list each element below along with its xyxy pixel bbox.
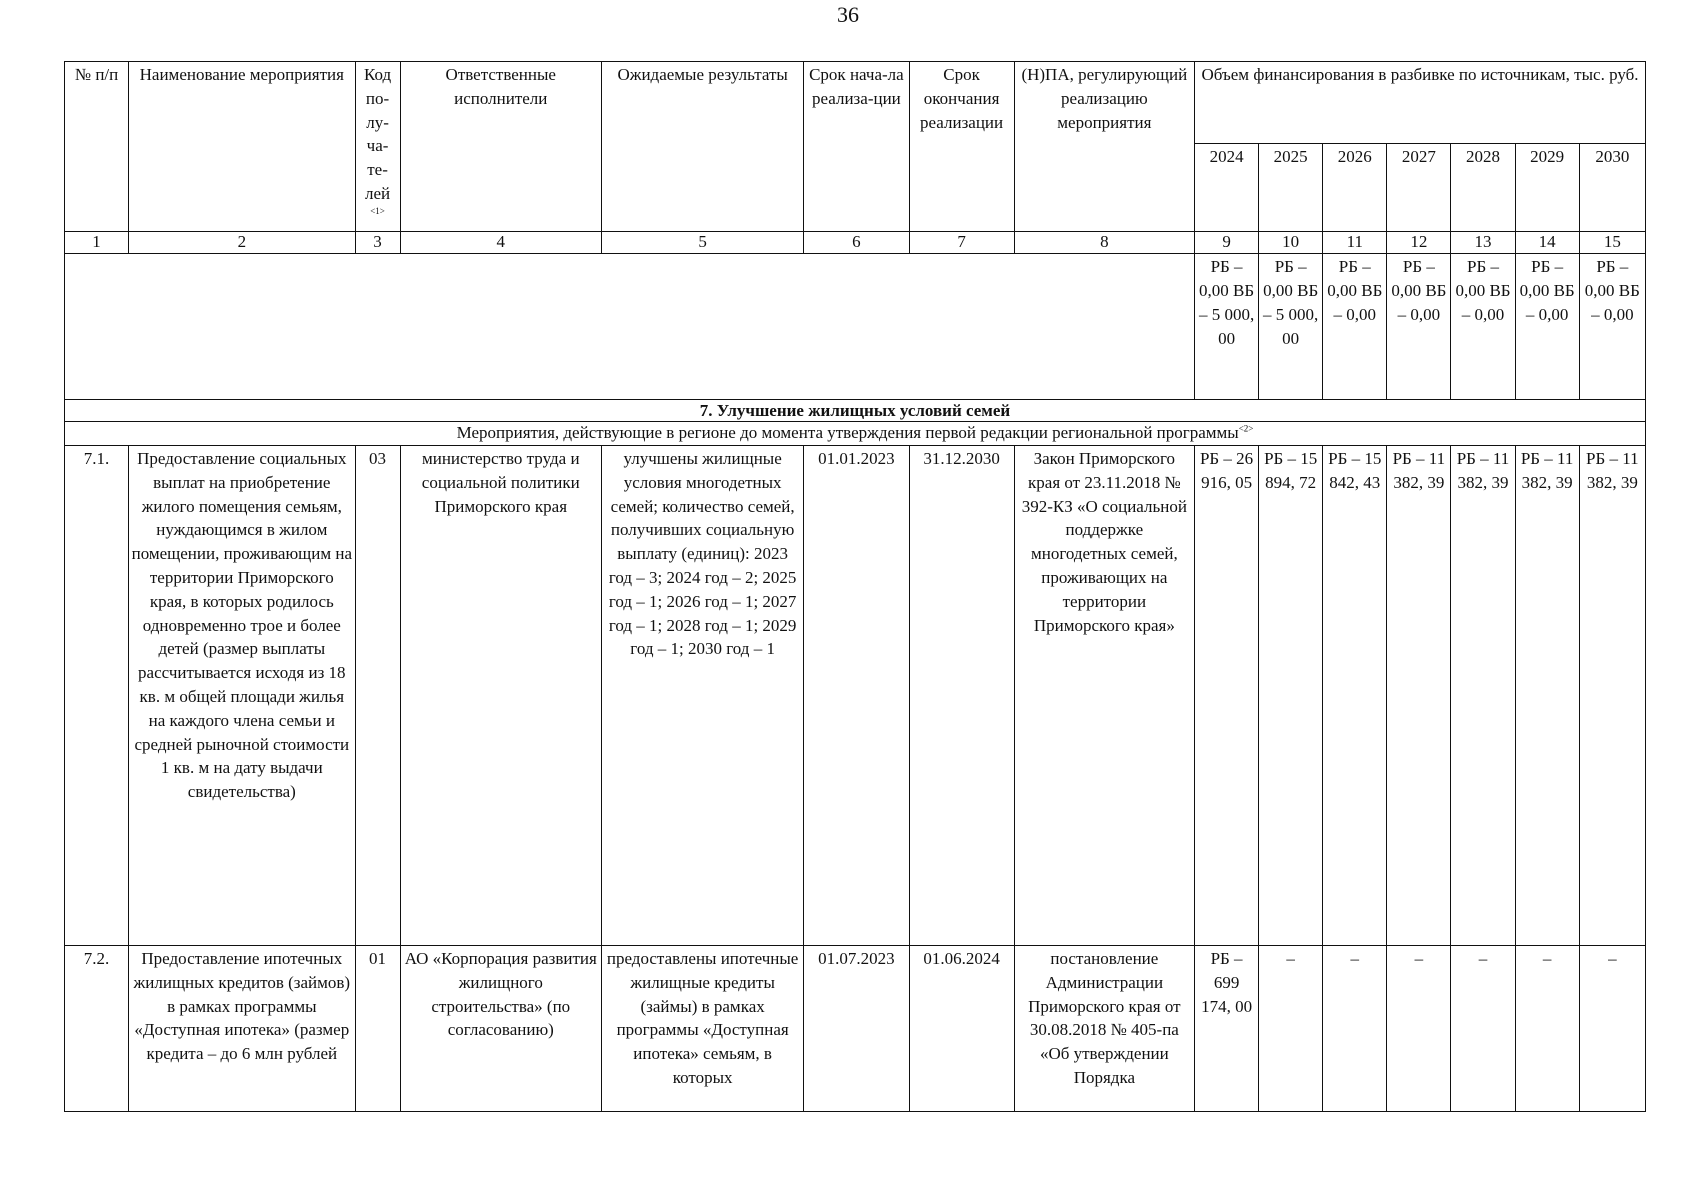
row-num: 7.1.	[65, 446, 129, 946]
funding-cell: РБ – 0,00 ВБ – 0,00	[1579, 254, 1645, 400]
row-responsible: АО «Корпорация развития жилищного строительства» (по согласованию)	[400, 946, 601, 1112]
row-results: улучшены жилищные условия многодетных семей; количество семей, получивших социальную выплату (единиц): 2023 год – 3; 2024 год – 2; 2025 год – 1; 2026 год – 1; 2027 год – 1; 2028 год – 1; 2029 год – 1; 2030 год – 1	[601, 446, 803, 946]
year-cell: 2024	[1195, 144, 1259, 232]
column-number: 9	[1195, 232, 1259, 254]
column-number: 6	[804, 232, 909, 254]
header-num: № п/п	[65, 62, 129, 232]
carryover-blank	[65, 254, 1195, 400]
funding-cell: РБ – 26 916, 05	[1195, 446, 1259, 946]
subsection-title: Мероприятия, действующие в регионе до момента утверждения первой редакции региональной программы	[456, 423, 1239, 442]
row-npa: постановление Администрации Приморского края от 30.08.2018 № 405-па «Об утверждении Порядка	[1014, 946, 1194, 1112]
column-number: 11	[1323, 232, 1387, 254]
header-responsible: Ответственные исполнители	[400, 62, 601, 232]
row-end: 01.06.2024	[909, 946, 1014, 1112]
header-code-note: <1>	[370, 205, 385, 216]
row-npa: Закон Приморского края от 23.11.2018 № 392-КЗ «О социальной поддержке многодетных семей, проживающих на территории Приморского края»	[1014, 446, 1194, 946]
year-cell: 2028	[1451, 144, 1515, 232]
funding-cell: РБ – 699 174, 00	[1195, 946, 1259, 1112]
column-numbers-row	[65, 232, 1646, 254]
program-table	[64, 61, 1646, 1112]
funding-cell: РБ – 15 894, 72	[1259, 446, 1323, 946]
page-number: 36	[837, 2, 859, 27]
column-number: 3	[355, 232, 400, 254]
funding-cell: РБ – 11 382, 39	[1515, 446, 1579, 946]
funding-cell: РБ – 11 382, 39	[1387, 446, 1451, 946]
funding-cell: РБ – 15 842, 43	[1323, 446, 1387, 946]
funding-cell: РБ – 0,00 ВБ – 0,00	[1387, 254, 1451, 400]
section-row	[65, 400, 1646, 422]
header-funding: Объем финансирования в разбивке по источникам, тыс. руб.	[1195, 62, 1646, 144]
year-cell: 2030	[1579, 144, 1645, 232]
row-code: 03	[355, 446, 400, 946]
header-name: Наименование мероприятия	[129, 62, 355, 232]
funding-cell: РБ – 0,00 ВБ – 5 000, 00	[1195, 254, 1259, 400]
funding-cell: РБ – 0,00 ВБ – 0,00	[1323, 254, 1387, 400]
funding-cell: –	[1515, 946, 1579, 1112]
column-number: 1	[65, 232, 129, 254]
header-row	[65, 62, 1646, 144]
header-results: Ожидаемые результаты	[601, 62, 803, 232]
funding-cell: РБ – 0,00 ВБ – 0,00	[1451, 254, 1515, 400]
column-number: 2	[129, 232, 355, 254]
row-responsible: министерство труда и социальной политики Приморского края	[400, 446, 601, 946]
column-number: 13	[1451, 232, 1515, 254]
row-end: 31.12.2030	[909, 446, 1014, 946]
subsection-row	[65, 422, 1646, 446]
section-title: 7. Улучшение жилищных условий семей	[65, 400, 1646, 422]
row-name: Предоставление социальных выплат на приобретение жилого помещения семьям, нуждающимся в жилом помещении, проживающим на территории Приморского края, в которых родилось одновременно трое и более детей (размер выплаты рассчитывается исходя из 18 кв. м общей площади жилья на каждого члена семьи и средней рыночной стоимости 1 кв. м на дату выдачи свидетельства)	[129, 446, 355, 946]
year-cell: 2029	[1515, 144, 1579, 232]
funding-cell: РБ – 0,00 ВБ – 5 000, 00	[1259, 254, 1323, 400]
funding-cell: –	[1387, 946, 1451, 1112]
funding-cell: –	[1323, 946, 1387, 1112]
header-end: Срок окончания реализации	[909, 62, 1014, 232]
funding-cell: –	[1579, 946, 1645, 1112]
row-start: 01.07.2023	[804, 946, 909, 1112]
funding-cell: РБ – 11 382, 39	[1579, 446, 1645, 946]
column-number: 14	[1515, 232, 1579, 254]
column-number: 8	[1014, 232, 1194, 254]
row-num: 7.2.	[65, 946, 129, 1112]
year-cell: 2026	[1323, 144, 1387, 232]
row-name: Предоставление ипотечных жилищных кредитов (займов) в рамках программы «Доступная ипотека» (размер кредита – до 6 млн рублей	[129, 946, 355, 1112]
year-cell: 2025	[1259, 144, 1323, 232]
header-npa: (Н)ПА, регулирующий реализацию мероприятия	[1014, 62, 1194, 232]
funding-cell: РБ – 11 382, 39	[1451, 446, 1515, 946]
row-code: 01	[355, 946, 400, 1112]
funding-cell: –	[1451, 946, 1515, 1112]
column-number: 12	[1387, 232, 1451, 254]
table-row	[65, 946, 1646, 1112]
column-number: 7	[909, 232, 1014, 254]
subsection-note: <2>	[1238, 423, 1254, 434]
column-number: 15	[1579, 232, 1645, 254]
column-number: 10	[1259, 232, 1323, 254]
header-code-text: Код по-лу-ча-те-лей	[363, 65, 392, 203]
year-cell: 2027	[1387, 144, 1451, 232]
header-start: Срок нача-ла реализа-ции	[804, 62, 909, 232]
header-code	[355, 62, 400, 232]
funding-cell: РБ – 0,00 ВБ – 0,00	[1515, 254, 1579, 400]
row-results: предоставлены ипотечные жилищные кредиты (займы) в рамках программы «Доступная ипотека» семьям, в которых	[601, 946, 803, 1112]
column-number: 5	[601, 232, 803, 254]
subsection-cell	[65, 422, 1646, 446]
carryover-row	[65, 254, 1646, 400]
table-row	[65, 446, 1646, 946]
funding-cell: –	[1259, 946, 1323, 1112]
row-start: 01.01.2023	[804, 446, 909, 946]
column-number: 4	[400, 232, 601, 254]
